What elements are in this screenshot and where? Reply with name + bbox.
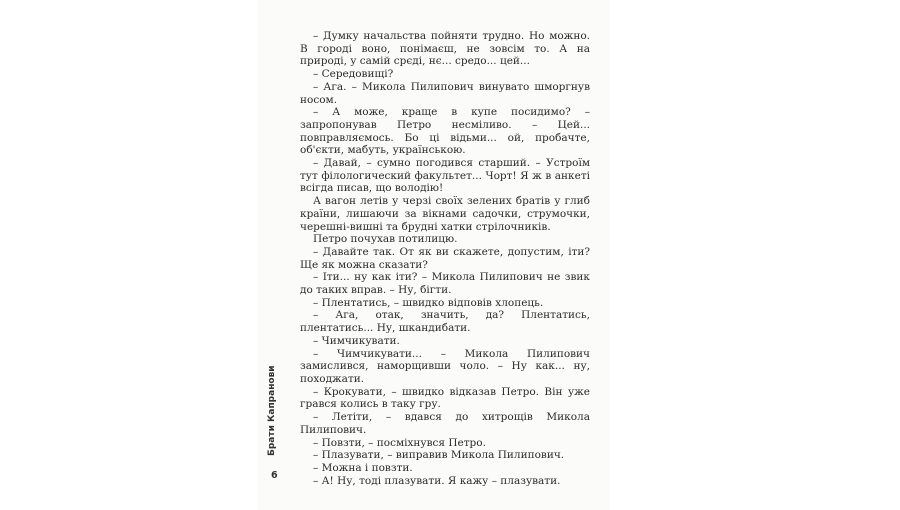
paragraph: – Середовищі? [313, 68, 394, 81]
running-head-author: Брати Капранови [267, 365, 277, 456]
page-number: 6 [271, 470, 278, 481]
page-body-text [300, 30, 590, 487]
paragraph: – Думку начальства пойняти трудно. Но можно. В городі воно, понімаєш, не зовсім то. А на природі, у самій срєді, нє... средо... цей... [300, 30, 590, 68]
paragraph: – Можна і повзти. [313, 461, 413, 474]
paragraph: – Ага, отак, значить, да? Плентатись, плентатись... Ну, шкандибати. [300, 309, 590, 335]
paragraph: – Повзти, – посміхнувся Петро. [313, 436, 486, 449]
paragraph: – Крокувати, – швидко відказав Петро. Він уже грався колись в таку гру. [300, 385, 590, 411]
paragraph: А вагон летів у черзі своїх зелених братів у глиб країни, лишаючи за вікнами садочки, струмочки, черешні-вишні та брудні хатки стрілочників. [300, 195, 590, 233]
paragraph: – Плазувати, – виправив Микола Пилипович. [313, 449, 565, 462]
paragraph: – Чимчикувати... – Микола Пилипович замислився, наморщивши чоло. – Ну как... ну, походжати. [300, 347, 590, 385]
paragraph: – Плентатись, – швидко відповів хлопець. [313, 296, 544, 309]
paragraph: – Чимчикувати. [313, 334, 400, 347]
paragraph: – Давай, – сумно погодився старший. – Устроїм тут філологический факультет... Чорт! Я ж в анкеті всігда писав, що володію! [300, 157, 590, 195]
paragraph: – А! Ну, тоді плазувати. Я кажу – плазувати. [313, 474, 561, 487]
paragraph: – Ага. – Микола Пилипович винувато шморгнув носом. [300, 80, 590, 106]
paragraph: – Давайте так. От як ви скажете, допустим, іти? Ще як можна сказати? [300, 245, 590, 271]
paragraph: – А може, краще в купе посидимо? – запропонував Петро несміливо. – Цей... повправляємось. Бо ці відьми... ой, пробачте, об'єкти, мабуть, українською. [300, 106, 590, 157]
paragraph: – Іти... ну как іти? – Микола Пилипович не звик до таких вправ. – Ну, бігти. [300, 271, 590, 297]
paragraph: – Летіти, – вдався до хитрощів Микола Пилипович. [300, 411, 590, 436]
paragraph: Петро почухав потилицю. [313, 233, 458, 246]
